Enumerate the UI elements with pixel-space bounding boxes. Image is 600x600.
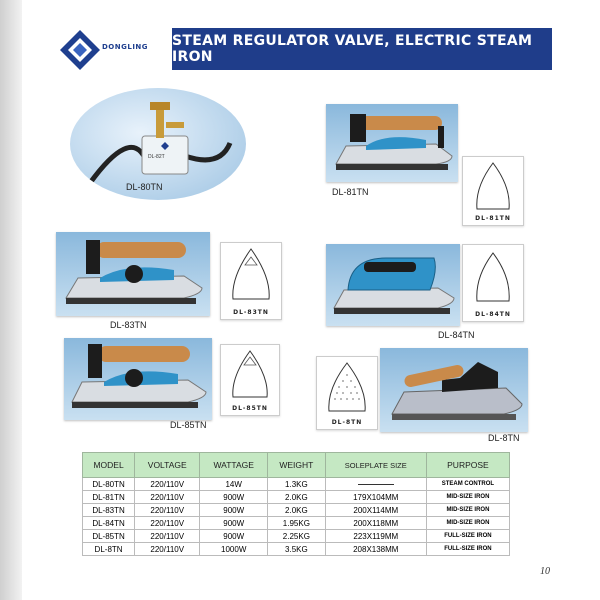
page-spine [0, 0, 22, 600]
valve-body-label: DL-82T [148, 154, 165, 160]
table-cell: 200X114MM [325, 504, 426, 517]
product-photo-dl84tn [326, 244, 460, 326]
soleplate-outline-icon [463, 245, 523, 309]
table-cell: 1.95KG [268, 517, 326, 530]
brand-logo [58, 28, 148, 76]
table-row [83, 504, 510, 517]
soleplate-label: DL-84TN [475, 311, 511, 318]
soleplate-label: DL-83TN [233, 309, 269, 316]
table-cell: 220/110V [135, 491, 200, 504]
table-cell: 223X119MM [325, 530, 426, 543]
table-cell: 220/110V [135, 504, 200, 517]
product-photo-dl85tn [64, 338, 212, 420]
soleplate-outline-icon [317, 357, 377, 419]
soleplate-diagram-dl85tn [220, 344, 280, 416]
table-cell: 200X118MM [325, 517, 426, 530]
page-number: 10 [540, 566, 550, 577]
spec-table [82, 452, 510, 556]
table-cell: MID-SIZE IRON [426, 517, 509, 530]
table-cell [325, 478, 426, 491]
soleplate-outline-icon [463, 157, 523, 217]
model-label-dl85tn: DL-85TN [170, 420, 207, 430]
table-cell: 900W [200, 504, 268, 517]
table-row [83, 478, 510, 491]
column-header: WATTAGE [200, 453, 268, 478]
table-cell: 220/110V [135, 517, 200, 530]
table-row [83, 517, 510, 530]
soleplate-diagram-dl84tn [462, 244, 524, 322]
table-cell: 220/110V [135, 530, 200, 543]
table-cell: DL-83TN [83, 504, 135, 517]
soleplate-label: DL-81TN [475, 215, 511, 222]
table-cell: 2.0KG [268, 504, 326, 517]
table-cell: 220/110V [135, 478, 200, 491]
product-photo-dl83tn [56, 232, 210, 316]
table-cell: 179X104MM [325, 491, 426, 504]
soleplate-label: DL-85TN [232, 405, 268, 412]
model-label-dl83tn: DL-83TN [110, 320, 147, 330]
table-cell: DL-85TN [83, 530, 135, 543]
model-label-dl81tn: DL-81TN [332, 187, 369, 197]
soleplate-diagram-dl8tn [316, 356, 378, 430]
column-header: VOLTAGE [135, 453, 200, 478]
product-photo-dl81tn [326, 104, 458, 182]
table-cell: 208X138MM [325, 543, 426, 556]
column-header: WEIGHT [268, 453, 326, 478]
table-cell: 1.3KG [268, 478, 326, 491]
steam-iron-icon [326, 104, 458, 182]
product-photo-dl8tn [380, 348, 528, 432]
table-cell: DL-84TN [83, 517, 135, 530]
model-label-dl8tn: DL-8TN [488, 433, 520, 443]
table-cell: 900W [200, 530, 268, 543]
table-cell: 1000W [200, 543, 268, 556]
table-cell: 2.0KG [268, 491, 326, 504]
model-label-dl80tn: DL-80TN [126, 182, 163, 192]
steam-iron-icon [380, 348, 528, 432]
table-cell: FULL-SIZE IRON [426, 543, 509, 556]
table-row [83, 530, 510, 543]
column-header: MODEL [83, 453, 135, 478]
table-cell: 900W [200, 491, 268, 504]
soleplate-outline-icon [221, 345, 279, 405]
soleplate-outline-icon [221, 243, 281, 307]
table-row [83, 491, 510, 504]
column-header: PURPOSE [426, 453, 509, 478]
dash-line [358, 484, 394, 485]
table-cell: STEAM CONTROL [426, 478, 509, 491]
table-cell: DL-81TN [83, 491, 135, 504]
table-cell: DL-80TN [83, 478, 135, 491]
table-cell: DL-8TN [83, 543, 135, 556]
steam-iron-icon [64, 338, 212, 420]
diamond-logo-icon [58, 28, 102, 72]
soleplate-diagram-dl83tn [220, 242, 282, 320]
brand-name: DONGLING [102, 43, 149, 51]
table-row [83, 543, 510, 556]
table-cell: 14W [200, 478, 268, 491]
table-cell: MID-SIZE IRON [426, 491, 509, 504]
table-cell: 2.25KG [268, 530, 326, 543]
table-cell: MID-SIZE IRON [426, 504, 509, 517]
soleplate-label: DL-8TN [331, 419, 363, 426]
steam-iron-icon [326, 244, 460, 326]
steam-iron-icon [56, 232, 210, 316]
page-title: STEAM REGULATOR VALVE, ELECTRIC STEAM IRON [172, 28, 552, 70]
model-label-dl84tn: DL-84TN [438, 330, 475, 340]
table-cell: 900W [200, 517, 268, 530]
table-cell: 220/110V [135, 543, 200, 556]
table-cell: FULL-SIZE IRON [426, 530, 509, 543]
table-cell: 3.5KG [268, 543, 326, 556]
soleplate-diagram-dl81tn [462, 156, 524, 226]
column-header: SOLEPLATE SIZE [325, 453, 426, 478]
table-header-row [83, 453, 510, 478]
